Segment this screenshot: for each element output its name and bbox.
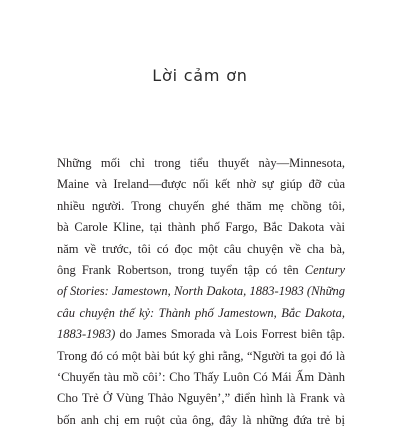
text-segment: do James Smorada và Lois Forrest biên tập.: [119, 327, 345, 342]
text-line: Trong đó có một bài bút ký ghi rằng, “Người ta gọi đó là: [57, 348, 345, 363]
text-line: Cho Trẻ Ở Vùng Thảo Nguyên’,” điển hình là Frank và: [57, 391, 345, 406]
text-line: năm về trước, tôi có đọc một câu chuyện về cha bà,: [57, 241, 345, 256]
text-segment: ông Frank Robertson, trong tuyển tập có tên: [57, 263, 299, 278]
text-line: Những mối chỉ trong tiểu thuyết này—Minnesota,: [57, 156, 345, 170]
text-line: bốn anh chị em ruột của ông, đây là những đứa trẻ bị: [57, 412, 345, 427]
text-line: nhiều người. Trong chuyến ghé thăm mẹ chồng tôi,: [57, 198, 345, 213]
italic-text-line: of Stories: Jamestown, North Dakota, 1883-1983 (Những: [57, 284, 345, 299]
text-line: ‘Chuyến tàu mồ côi’: Cho Thấy Luôn Có Mái Ấm Dành: [57, 370, 345, 385]
text-line: [57, 260, 345, 281]
italic-text-segment: Century: [304, 263, 346, 278]
text-line: [57, 324, 345, 345]
body-paragraph: [57, 153, 345, 431]
italic-text-line: câu chuyện thế kỷ: Thành phố Jamestown, Bắc Dakota,: [57, 305, 345, 320]
text-line: Maine và Ireland—được nối kết nhờ sự giúp đỡ của: [57, 177, 345, 192]
text-line: bà Carole Kline, tại thành phố Fargo, Bắc Dakota vài: [57, 220, 345, 235]
italic-text-segment: 1883-1983): [57, 327, 116, 342]
page-title: Lời cảm ơn: [152, 66, 248, 85]
